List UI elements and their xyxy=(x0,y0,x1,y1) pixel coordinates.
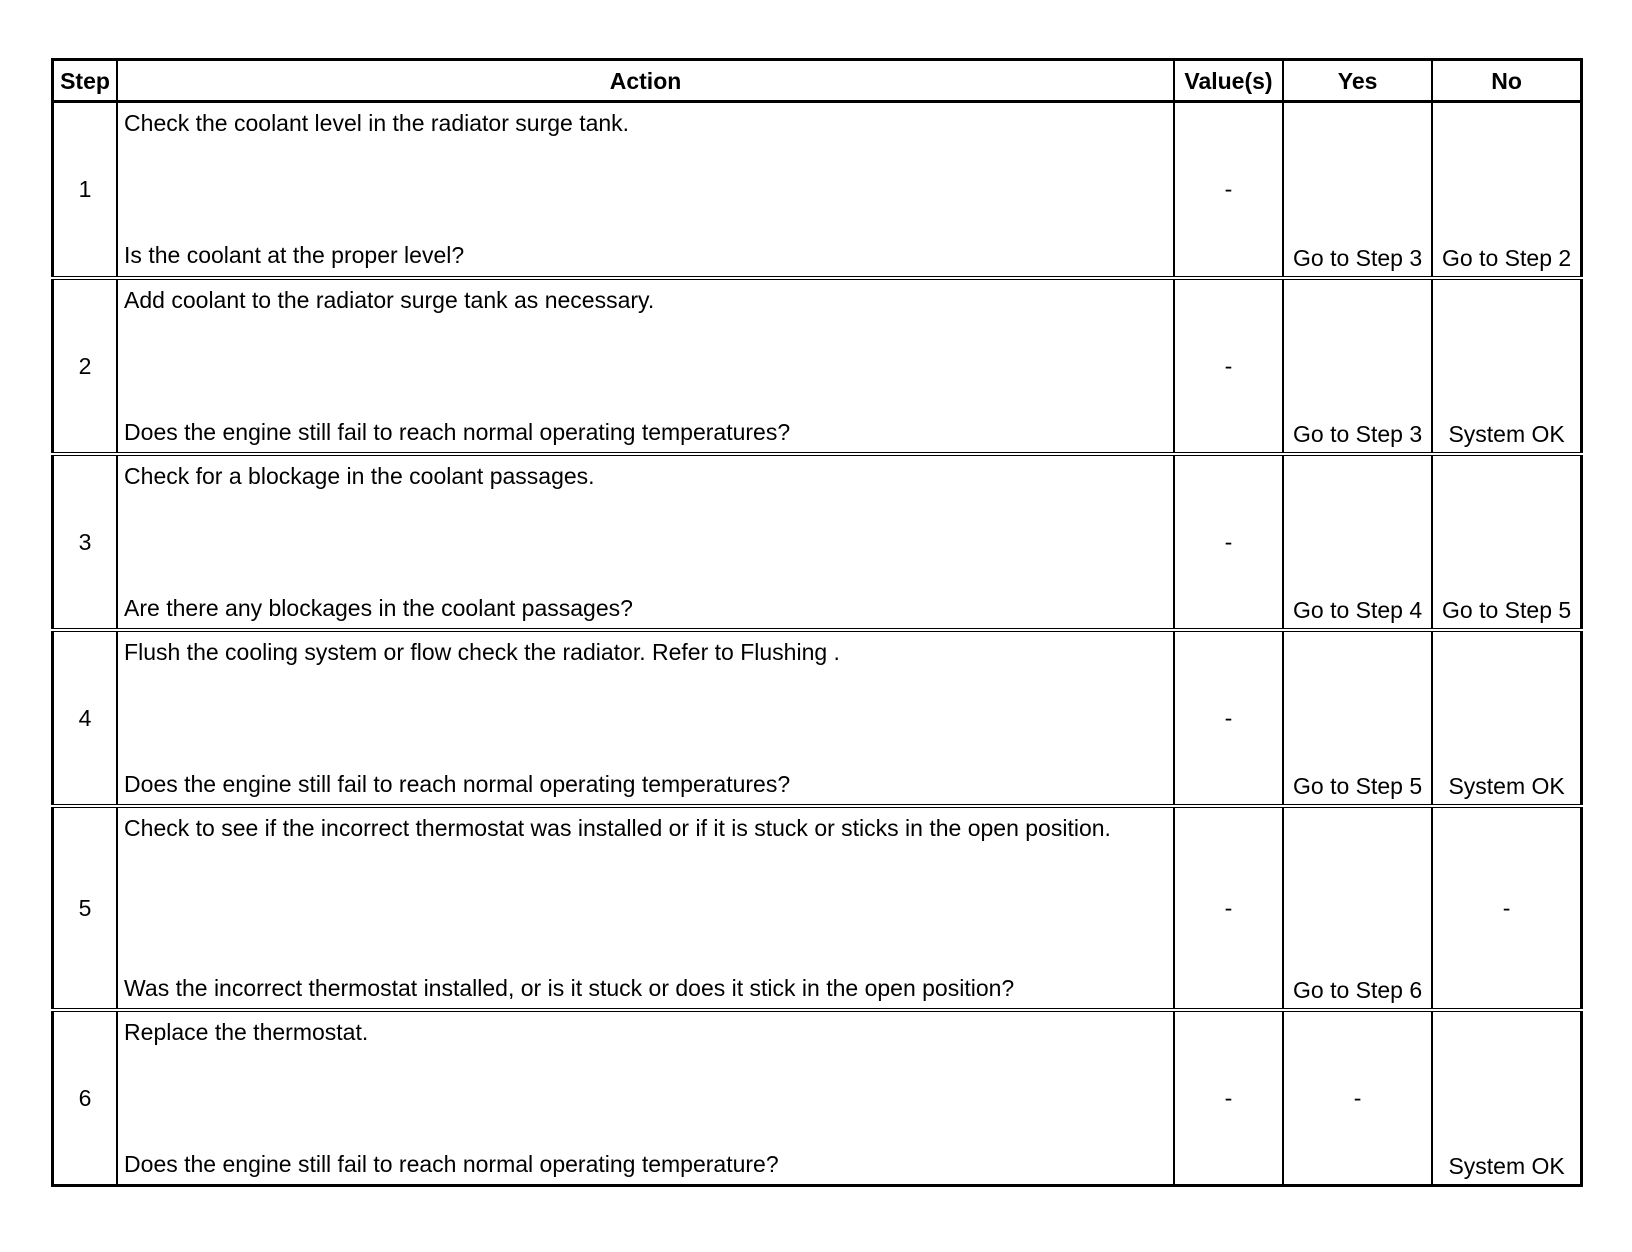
table-row xyxy=(53,454,1582,630)
yes-cell: Go to Step 5 xyxy=(1283,630,1432,806)
header-yes: Yes xyxy=(1283,60,1432,102)
action-cell xyxy=(117,1010,1174,1186)
yes-cell: Go to Step 3 xyxy=(1283,278,1432,454)
no-cell: Go to Step 5 xyxy=(1432,454,1581,630)
value-cell: - xyxy=(1174,630,1283,806)
action-instruction: Add coolant to the radiator surge tank as necessary. xyxy=(124,286,655,313)
action-instruction: Replace the thermostat. xyxy=(124,1018,369,1045)
no-cell: Go to Step 2 xyxy=(1432,102,1581,278)
header-action: Action xyxy=(117,60,1174,102)
table-row xyxy=(53,630,1582,806)
value-cell: - xyxy=(1174,278,1283,454)
value-cell: - xyxy=(1174,454,1283,630)
action-question: Does the engine still fail to reach normal operating temperature? xyxy=(124,1150,779,1177)
step-number: 3 xyxy=(53,454,118,630)
action-instruction: Check the coolant level in the radiator surge tank. xyxy=(124,110,630,136)
no-cell: System OK xyxy=(1432,1010,1581,1186)
no-cell: System OK xyxy=(1432,278,1581,454)
value-cell: - xyxy=(1174,806,1283,1010)
header-row xyxy=(53,60,1582,102)
header-step: Step xyxy=(53,60,118,102)
action-cell xyxy=(117,630,1174,806)
value-cell: - xyxy=(1174,102,1283,278)
step-number: 4 xyxy=(53,630,118,806)
action-cell xyxy=(117,806,1174,1010)
step-number: 5 xyxy=(53,806,118,1010)
step-number: 2 xyxy=(53,278,118,454)
action-cell xyxy=(117,102,1174,278)
action-question: Is the coolant at the proper level? xyxy=(124,242,465,268)
action-question: Does the engine still fail to reach normal operating temperatures? xyxy=(124,418,791,445)
table-row xyxy=(53,806,1582,1010)
action-instruction: Check to see if the incorrect thermostat was installed or if it is stuck or sticks in the open position. xyxy=(124,814,1111,841)
yes-cell: - xyxy=(1283,1010,1432,1186)
action-question: Does the engine still fail to reach normal operating temperatures? xyxy=(124,770,791,797)
action-instruction: Check for a blockage in the coolant passages. xyxy=(124,462,595,489)
header-no: No xyxy=(1432,60,1581,102)
no-cell: System OK xyxy=(1432,630,1581,806)
table-row xyxy=(53,102,1582,278)
value-cell: - xyxy=(1174,1010,1283,1186)
table-row xyxy=(53,1010,1582,1186)
action-cell xyxy=(117,278,1174,454)
yes-cell: Go to Step 6 xyxy=(1283,806,1432,1010)
no-cell: - xyxy=(1432,806,1581,1010)
action-cell xyxy=(117,454,1174,630)
yes-cell: Go to Step 3 xyxy=(1283,102,1432,278)
action-instruction: Flush the cooling system or flow check the radiator. Refer to Flushing . xyxy=(124,638,840,665)
action-question: Are there any blockages in the coolant passages? xyxy=(124,594,633,621)
step-number: 1 xyxy=(53,102,118,278)
action-question: Was the incorrect thermostat installed, or is it stuck or does it stick in the open position? xyxy=(124,974,1015,1001)
step-number: 6 xyxy=(53,1010,118,1186)
yes-cell: Go to Step 4 xyxy=(1283,454,1432,630)
diagnostic-table xyxy=(51,58,1583,1187)
header-values: Value(s) xyxy=(1174,60,1283,102)
table-row xyxy=(53,278,1582,454)
